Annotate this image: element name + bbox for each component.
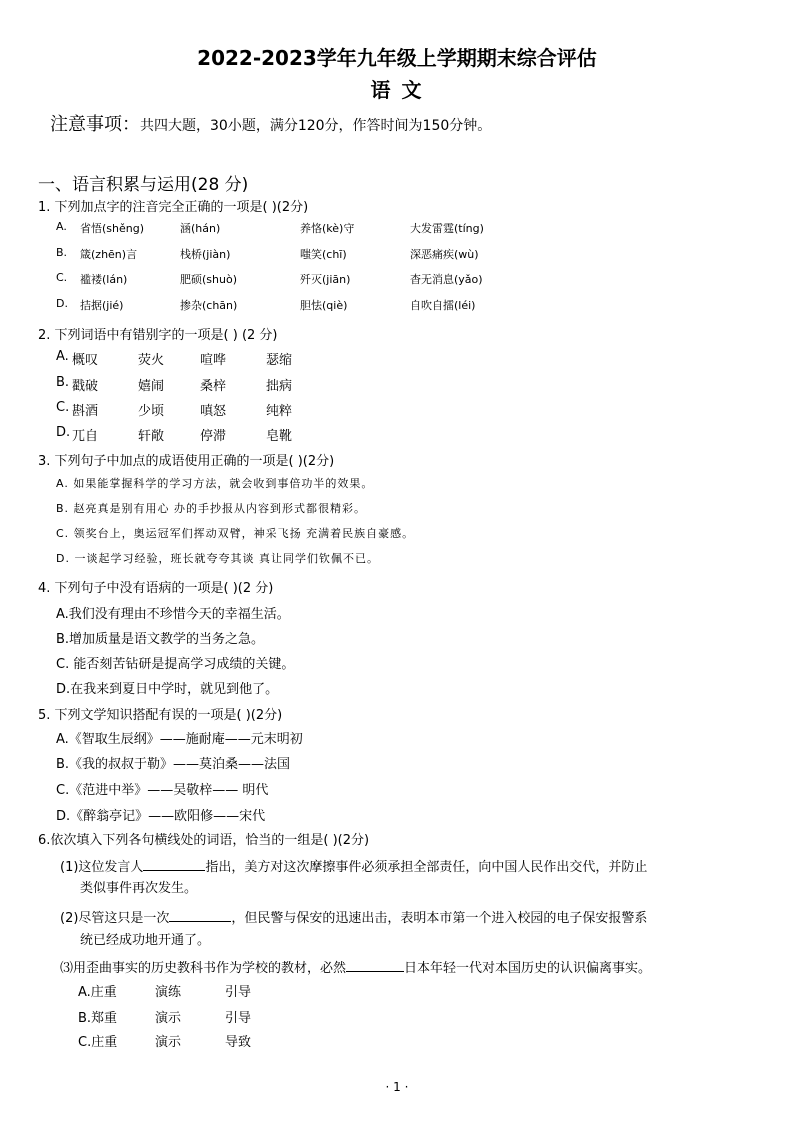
blank-3	[346, 959, 404, 972]
q1-row-3-cell-4: 自吹自擂(léi)	[410, 299, 476, 312]
q6-row-2-cell-2: 导致	[225, 1035, 252, 1050]
q1-row-2-cell-0: C.	[56, 271, 68, 284]
q5-stem: 5. 下列文学知识搭配有误的一项是( )(2分)	[38, 708, 283, 723]
q2-row-3-cell-3: 停滞	[200, 429, 227, 444]
q5-option-a: A.《智取生辰纲》——施耐庵——元末明初	[56, 732, 303, 747]
q1-row-2-cell-2: 肥硕(shuò)	[180, 273, 237, 286]
q1-row-2-cell-1: 褴褛(lán)	[80, 273, 128, 286]
q1-row-1-cell-1: 箴(zhēn)言	[80, 248, 138, 261]
q2-row-2-cell-4: 纯粹	[266, 404, 293, 419]
notice-text: 共四大题，30小题，满分120分，作答时间为150分钟。	[140, 118, 492, 134]
q2-row-0-cell-0: A.	[56, 349, 69, 364]
q1-row-1-cell-2: 栈桥(jiàn)	[180, 248, 231, 261]
q5-option-d: D.《醉翁亭记》——欧阳修——宋代	[56, 809, 266, 824]
blank-1	[143, 858, 205, 871]
q1-row-0-cell-0: A.	[56, 220, 67, 233]
q4-stem: 4. 下列句子中没有语病的一项是( )(2 分)	[38, 581, 274, 596]
q6-sentence-1-cont: 类似事件再次发生。	[80, 881, 198, 896]
q3-option-a: A. 如果能掌握科学的学习方法，就会收到事倍功半的效果。	[56, 477, 374, 490]
q2-row-2-cell-0: C.	[56, 400, 70, 415]
q5-option-c: C.《范进中举》——吴敬梓—— 明代	[56, 783, 269, 798]
q3-option-d: D. 一谈起学习经验，班长就夸夸其谈 真让同学们钦佩不已。	[56, 552, 379, 565]
q6-stem: 6.依次填入下列各句横线处的词语，恰当的一组是( )(2分)	[38, 833, 370, 848]
q2-row-1-cell-4: 拙病	[266, 379, 293, 394]
q4-option-b: B.增加质量是语文教学的当务之急。	[56, 632, 265, 647]
notice	[50, 110, 491, 136]
q6-row-1-cell-1: 演示	[155, 1011, 182, 1026]
q2-row-3-cell-1: 兀自	[72, 429, 99, 444]
q6-row-2-cell-0: C.庄重	[78, 1035, 118, 1050]
q1-row-1-cell-0: B.	[56, 246, 68, 259]
q6-sentence-3: ⑶用歪曲事实的历史教科书作为学校的教材，必然 日本年轻一代对本国历史的认识偏离事实。	[60, 961, 652, 976]
q4-option-c: C. 能否刻苦钻研是提高学习成绩的关键。	[56, 657, 295, 672]
q4-option-a: A.我们没有理由不珍惜今天的幸福生活。	[56, 607, 290, 622]
q2-row-0-cell-4: 瑟缩	[266, 353, 293, 368]
blank-2	[169, 909, 231, 922]
q2-row-2-cell-1: 斟酒	[72, 404, 99, 419]
q1-row-0-cell-2: 涵(hán)	[180, 222, 221, 235]
q1-row-2-cell-3: 歼灭(jiān)	[300, 273, 351, 286]
q6-row-1-cell-0: B.郑重	[78, 1011, 118, 1026]
q1-row-2-cell-4: 杳无消息(yǎo)	[410, 273, 483, 286]
q6-row-0-cell-1: 演练	[155, 985, 182, 1000]
q2-row-3-cell-2: 轩敞	[138, 429, 165, 444]
q1-row-3-cell-2: 掺杂(chān)	[180, 299, 238, 312]
q3-option-b: B. 赵亮真是别有用心 办的手抄报从内容到形式都很精彩。	[56, 502, 367, 515]
q3-stem: 3. 下列句子中加点的成语使用正确的一项是( )(2分)	[38, 454, 335, 469]
q2-row-1-cell-1: 戳破	[72, 379, 99, 394]
q2-row-1-cell-2: 嬉闹	[138, 379, 165, 394]
q1-row-0-cell-4: 大发雷霆(tíng)	[410, 222, 484, 235]
q1-row-3-cell-1: 拮据(jié)	[80, 299, 124, 312]
q6-row-0-cell-2: 引导	[225, 985, 252, 1000]
q1-row-3-cell-0: D.	[56, 297, 68, 310]
q4-option-d: D.在我来到夏日中学时，就见到他了。	[56, 682, 279, 697]
page-title: 2022-2023学年九年级上学期期末综合评估	[197, 46, 597, 70]
q6-sentence-1: (1)这位发言人 指出，美方对这次摩擦事件必须承担全部责任，向中国人民作出交代，并防止	[60, 860, 648, 875]
q1-row-1-cell-3: 嗤笑(chī)	[300, 248, 347, 261]
q2-row-1-cell-0: B.	[56, 375, 70, 390]
q1-stem: 1. 下列加点字的注音完全正确的一项是( )(2分)	[38, 200, 309, 215]
q2-row-0-cell-2: 荧火	[138, 353, 165, 368]
q1-row-0-cell-3: 养恪(kè)守	[300, 222, 355, 235]
q2-row-1-cell-3: 桑梓	[200, 379, 227, 394]
q3-option-c: C. 领奖台上，奥运冠军们挥动双臂，神采飞扬 充满着民族自豪感。	[56, 527, 415, 540]
q2-row-0-cell-1: 概叹	[72, 353, 99, 368]
q1-row-1-cell-4: 深恶痛疾(wù)	[410, 248, 479, 261]
q2-row-3-cell-4: 皂靴	[266, 429, 293, 444]
q5-option-b: B.《我的叔叔于勒》——莫泊桑——法国	[56, 757, 291, 772]
q2-row-2-cell-2: 少顷	[138, 404, 165, 419]
q1-row-0-cell-1: 省悟(shěng)	[80, 222, 145, 235]
notice-label: 注意事项：	[50, 114, 140, 135]
subject-title: 语 文	[370, 78, 424, 102]
q6-sentence-2: (2)尽管这只是一次 ，但民警与保安的迅速出击，表明本市第一个进入校园的电子保安报警系	[60, 911, 648, 926]
q2-row-2-cell-3: 嗔怒	[200, 404, 227, 419]
section-title: 一、语言积累与运用(28 分)	[38, 175, 249, 195]
q1-row-3-cell-3: 胆怯(qiè)	[300, 299, 348, 312]
q6-sentence-2-cont: 统已经成功地开通了。	[80, 933, 211, 948]
q2-row-0-cell-3: 喧哗	[200, 353, 227, 368]
q6-row-2-cell-1: 演示	[155, 1035, 182, 1050]
q6-row-1-cell-2: 引导	[225, 1011, 252, 1026]
q2-row-3-cell-0: D.	[56, 425, 71, 440]
page-number: · 1 ·	[385, 1080, 409, 1094]
q2-stem: 2. 下列词语中有错别字的一项是( ) (2 分)	[38, 328, 278, 343]
q6-row-0-cell-0: A.庄重	[78, 985, 117, 1000]
